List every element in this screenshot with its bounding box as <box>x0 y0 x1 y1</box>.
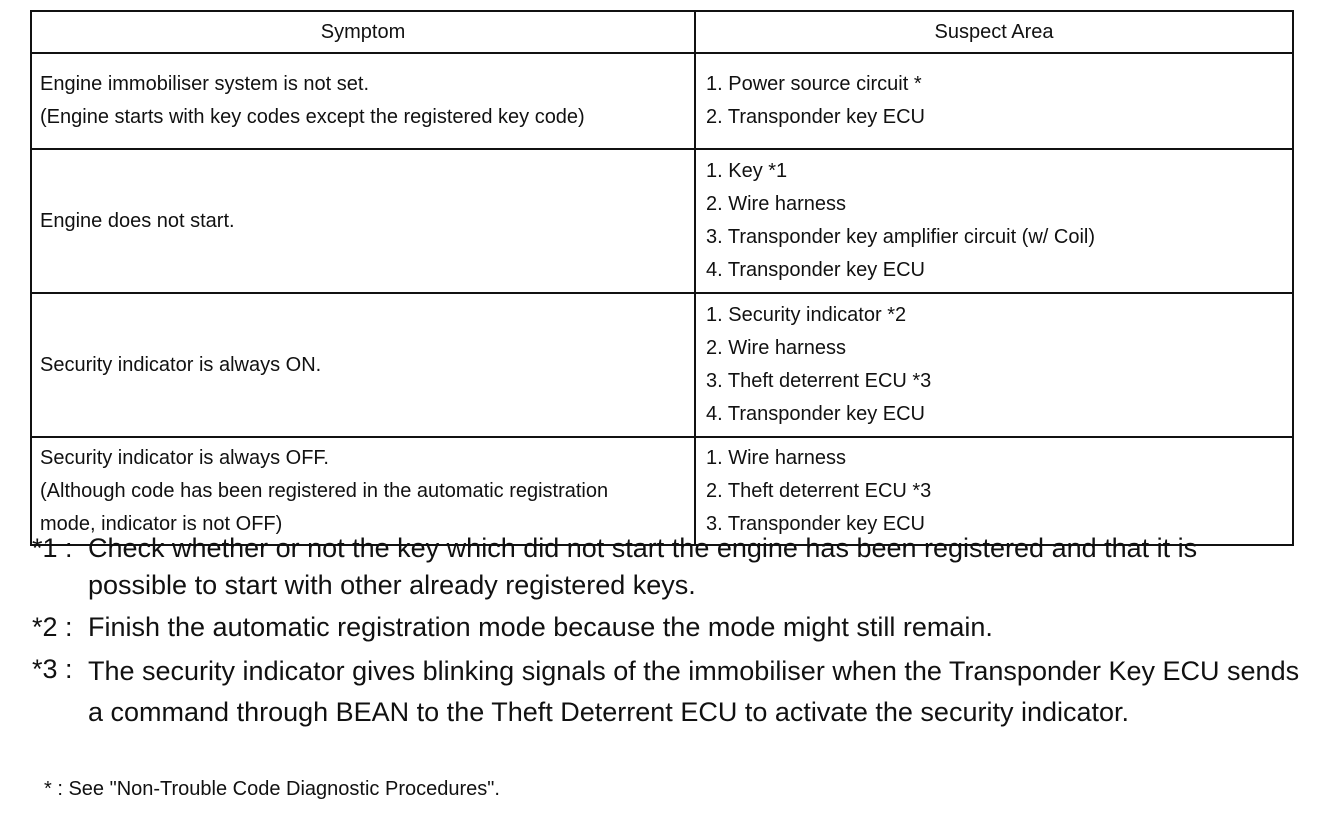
table-row <box>32 294 1292 438</box>
suspect-item: 1. Power source circuit * <box>706 73 922 95</box>
suspect-item: 1. Wire harness <box>706 446 847 469</box>
symptom-line: Security indicator is always ON. <box>40 353 322 376</box>
suspect-item: 3. Theft deterrent ECU *3 <box>706 370 932 392</box>
suspect-item: 2. Wire harness <box>706 337 847 359</box>
suspect-item: 4. Transponder key ECU <box>706 259 925 281</box>
symptom-line: Engine does not start. <box>40 209 235 232</box>
note-marker: *2 : <box>32 612 73 642</box>
symptom-line: Security indicator is always OFF. <box>40 446 329 469</box>
header-symptom <box>32 12 696 52</box>
suspect-item: 3. Transponder key ECU <box>706 512 925 535</box>
symptom-line: mode, indicator is not OFF) <box>40 512 283 535</box>
header-symptom-label: Symptom <box>320 20 406 43</box>
note-marker: *3 : <box>32 654 73 684</box>
table-header <box>32 12 1292 54</box>
suspect-item: 2. Wire harness <box>706 193 847 215</box>
suspect-item: 3. Transponder key amplifier circuit (w/ Coil) <box>706 226 1096 248</box>
header-suspect-area <box>696 12 1292 52</box>
note-text: Finish the automatic registration mode because the mode might still remain. <box>88 612 993 642</box>
table-row <box>32 54 1292 150</box>
note-text: Check whether or not the key which did not start the engine has been registered and that it is possible to start with other already registered keys. <box>88 533 1198 600</box>
suspect-item: 2. Transponder key ECU <box>706 106 925 128</box>
header-suspect-label: Suspect Area <box>934 20 1054 43</box>
symptom-cell <box>32 54 696 148</box>
note-2 <box>32 609 1302 646</box>
symptom-line: (Although code has been registered in the automatic registration <box>40 479 609 502</box>
table-row <box>32 150 1292 294</box>
suspect-cell <box>696 438 1292 544</box>
symptom-cell <box>32 438 696 544</box>
note-marker: *1 : <box>32 533 73 563</box>
table-row <box>32 438 1292 544</box>
suspect-item: 1. Security indicator *2 <box>706 304 907 326</box>
note-text: The security indicator gives blinking signals of the immobiliser when the Transponder Key ECU sends a command through BEAN to the Theft Deterrent ECU to activate the security indicator. <box>88 656 1300 727</box>
suspect-cell <box>696 294 1292 436</box>
procedure-reference-note: * : See "Non-Trouble Code Diagnostic Procedures". <box>44 778 500 800</box>
symptom-table <box>30 10 1294 546</box>
note-3 <box>32 651 1302 733</box>
suspect-cell <box>696 150 1292 292</box>
footnotes <box>32 530 1302 733</box>
suspect-cell <box>696 54 1292 148</box>
symptom-cell <box>32 294 696 436</box>
suspect-item: 1. Key *1 <box>706 160 788 182</box>
symptom-cell <box>32 150 696 292</box>
note-1 <box>32 530 1302 604</box>
symptom-line: (Engine starts with key codes except the registered key code) <box>40 106 585 128</box>
suspect-item: 2. Theft deterrent ECU *3 <box>706 479 932 502</box>
symptom-line: Engine immobiliser system is not set. <box>40 73 370 95</box>
suspect-item: 4. Transponder key ECU <box>706 403 925 425</box>
